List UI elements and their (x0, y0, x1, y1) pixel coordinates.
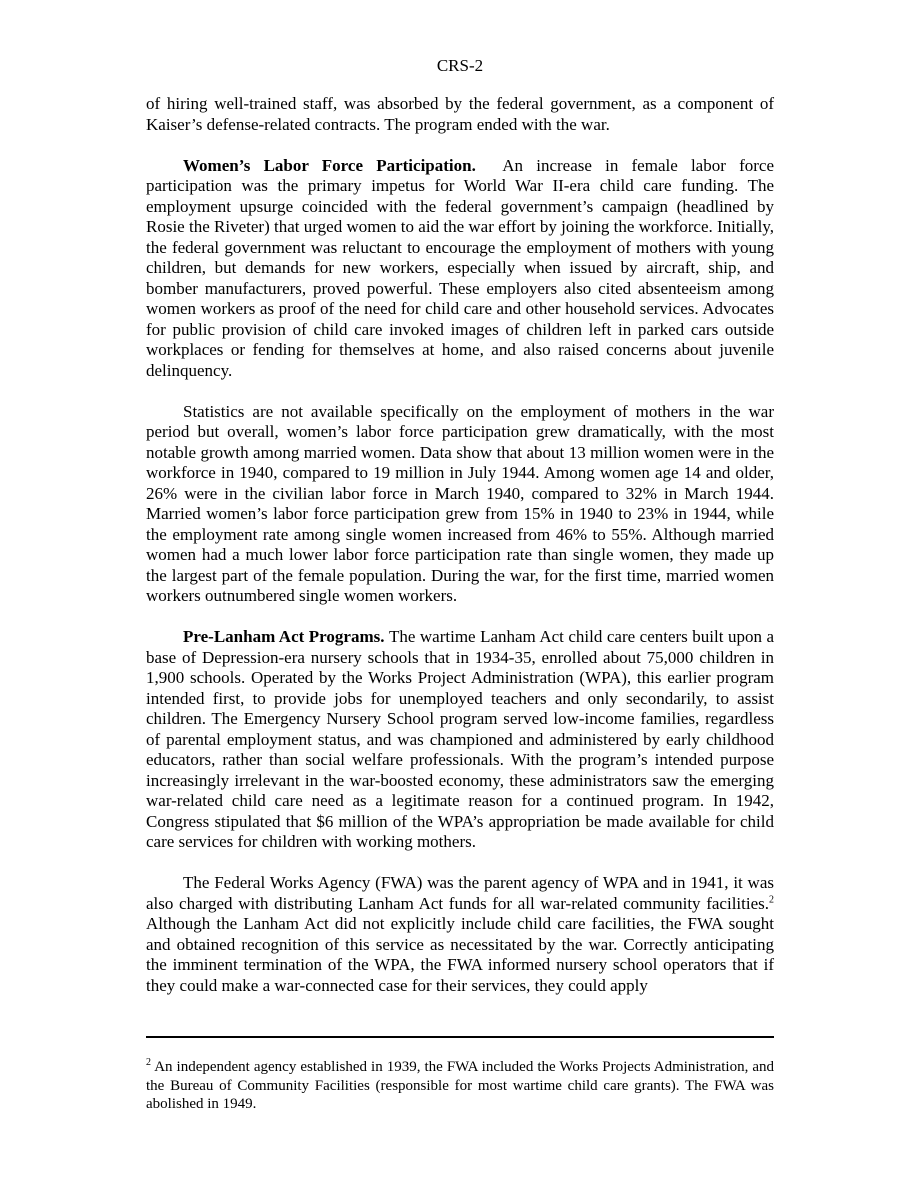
footnote-reference[interactable]: 2 (769, 893, 774, 905)
footnote (146, 1058, 774, 1114)
footnote-number: 2 (146, 1057, 151, 1068)
section-heading-pre-lanham-act: Pre-Lanham Act Programs. (183, 627, 385, 646)
footnote-text: An independent agency established in 1939, the FWA included the Works Projects Administration, and the Bureau of Community Facilities (responsible for most wartime child care grants). The FWA was abolished in 1949. (146, 1059, 774, 1112)
paragraph-text: The wartime Lanham Act child care centers built upon a base of Depression-era nursery schools that in 1934-35, enrolled about 75,000 children in 1,900 schools. Operated by the Works Project Administration (WPA), this earlier program intended first, to provide jobs for unemployed teachers and only secondarily, to assist children. The Emergency Nursery School program served low-income families, regardless of parental employment status, and was championed and administered by early childhood educators, rather than social welfare professionals. With the program’s intended purpose increasingly irrelevant in the war-boosted economy, these administrators saw the emerging war-related child care need as a legitimate reason for a continued program. In 1942, Congress stipulated that $6 million of the WPA’s appropriation be made available for child care services for children with working mothers. (146, 627, 774, 851)
paragraph-text: The Federal Works Agency (FWA) was the parent agency of WPA and in 1941, it was also charged with distributing Lanham Act funds for all war-related community facilities. (146, 873, 774, 913)
paragraph-statistics: Statistics are not available specifically on the employment of mothers in the war period but overall, women’s labor force participation grew dramatically, with the most notable growth among married women. Data show that about 13 million women were in the workforce in 1940, compared to 19 million in July 1944. Among women age 14 and older, 26% were in the civilian labor force in March 1940, compared to 32% in March 1944. Married women’s labor force participation grew from 15% in 1940 to 23% in 1944, while the employment rate among single women increased from 46% to 55%. Although married women had a much lower labor force participation rate than single women, they made up the largest part of the female population. During the war, for the first time, married women workers outnumbered single women workers. (146, 401, 774, 605)
paragraph-text: An increase in female labor force participation was the primary impetus for World War II-era child care funding. The employment upsurge coincided with the federal government’s campaign (headlined by Rosie the Riveter) that urged women to aid the war effort by joining the workforce. Initially, the federal government was reluctant to encourage the employment of mothers with young children, but demands for new workers, especially when issued by aircraft, ship, and bomber manufacturers, proved powerful. These employers also cited absenteeism among women workers as proof of the need for child care and other household services. Advocates for public provision of child care invoked images of children left in parked cars outside workplaces or fending for themselves at home, and also raised concerns about juvenile delinquency. (146, 155, 775, 380)
section-heading-womens-labor-force: Women’s Labor Force Participation. (183, 155, 476, 175)
document-body (146, 94, 774, 1017)
footnote-divider (146, 1036, 774, 1038)
paragraph-kaiser-continuation: of hiring well-trained staff, was absorbed by the federal government, as a component of Kaiser’s defense-related contracts. The program ended with the war. (146, 94, 774, 134)
paragraph-text: Although the Lanham Act did not explicitly include child care facilities, the FWA sought and obtained recognition of this service as necessitated by the war. Correctly anticipating the imminent termination of the WPA, the FWA informed nursery school operators that if they could make a war-connected case for their services, they could apply (146, 914, 774, 995)
paragraph-federal-works-agency (146, 873, 774, 996)
footnote-entry (146, 1058, 774, 1114)
paragraph-womens-labor-force (146, 156, 774, 382)
paragraph-pre-lanham-act (146, 627, 774, 853)
page-number-header: CRS-2 (436, 56, 484, 75)
